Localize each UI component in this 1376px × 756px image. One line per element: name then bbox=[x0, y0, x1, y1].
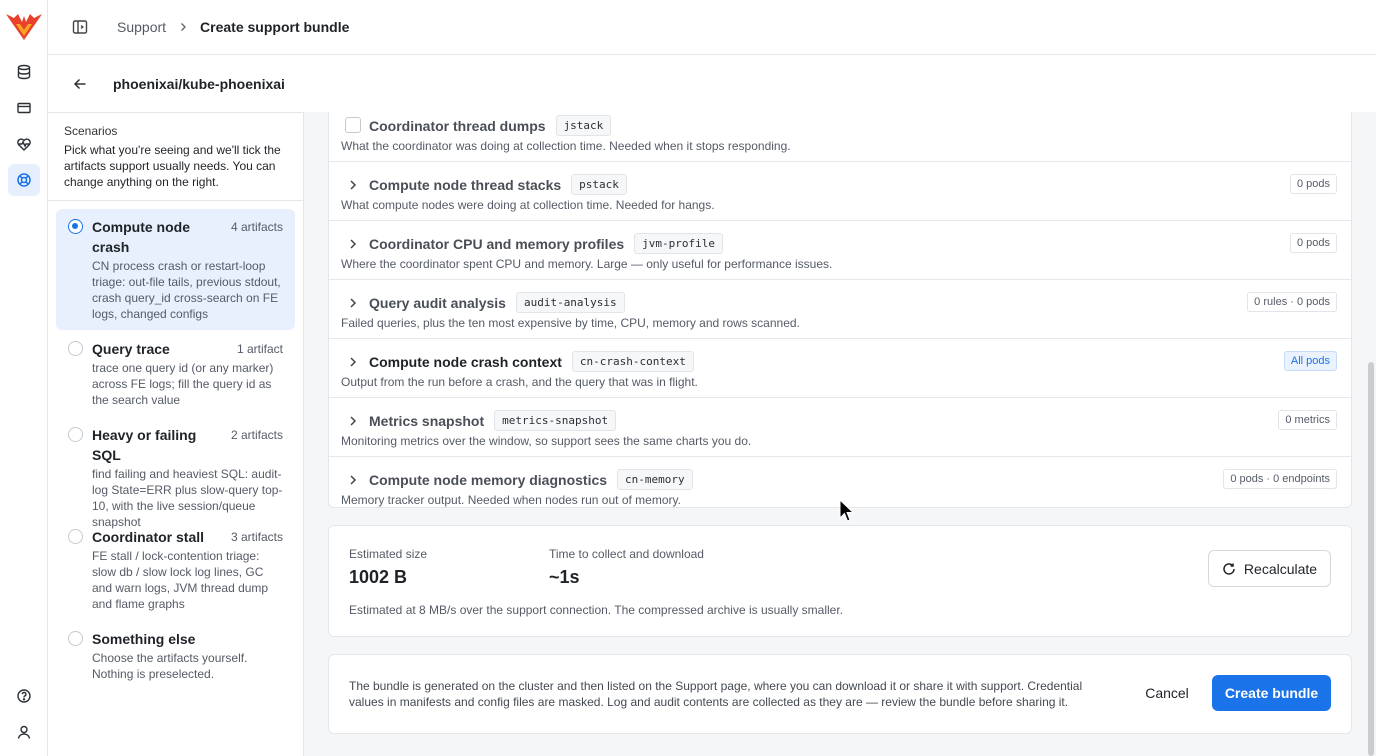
artifact-list bbox=[328, 112, 1352, 508]
time-label: Time to collect and download bbox=[549, 547, 704, 561]
scenario-name: Compute node crash bbox=[92, 219, 190, 255]
artifact-desc: Output from the run before a crash, and the query that was in flight. bbox=[341, 375, 698, 389]
main-scrollbar[interactable] bbox=[1366, 112, 1376, 756]
estimated-size-value: 1002 B bbox=[349, 567, 408, 587]
mouse-cursor-icon bbox=[839, 499, 855, 523]
artifact-row[interactable] bbox=[329, 112, 1352, 162]
artifact-badge: 0 pods bbox=[1290, 174, 1337, 194]
recalculate-button[interactable] bbox=[1208, 550, 1331, 587]
artifact-row[interactable] bbox=[329, 398, 1352, 457]
scenario-radio[interactable] bbox=[68, 219, 83, 234]
chevron-right-icon[interactable] bbox=[347, 296, 359, 308]
artifact-row[interactable] bbox=[329, 339, 1352, 398]
scenario-desc: Choose the artifacts yourself. Nothing is preselected. bbox=[92, 651, 248, 681]
scenario-coordinator-stall[interactable] bbox=[56, 519, 295, 620]
scenario-count: 4 artifacts bbox=[230, 220, 283, 234]
back-arrow-icon[interactable] bbox=[67, 71, 93, 97]
scenario-count: 3 artifacts bbox=[230, 530, 283, 544]
chevron-right-icon bbox=[178, 22, 188, 32]
artifact-code: jstack bbox=[556, 115, 612, 136]
sidebar-toggle-icon[interactable] bbox=[66, 13, 94, 41]
scenarios-heading: Scenarios bbox=[64, 124, 118, 138]
user-account-icon[interactable] bbox=[8, 716, 40, 748]
artifact-title: Coordinator CPU and memory profiles bbox=[369, 235, 625, 252]
footer-notice: The bundle is generated on the cluster and then listed on the Support page, where you can download it or share it with support. Credential values in manifests and config files are masked. Log and audit contents are collected as they are — review the bundle before sharing it. bbox=[349, 679, 1083, 709]
scenario-count: 1 artifact bbox=[236, 342, 283, 356]
scenario-count: 2 artifacts bbox=[230, 428, 283, 442]
footer-panel bbox=[328, 654, 1352, 734]
artifact-code: jvm-profile bbox=[634, 233, 723, 254]
artifact-badge: 0 rules · 0 pods bbox=[1247, 292, 1337, 312]
scenario-name: Something else bbox=[92, 631, 196, 647]
estimated-size-label: Estimated size bbox=[349, 547, 428, 561]
artifact-code: metrics-snapshot bbox=[494, 410, 616, 431]
top-bar bbox=[48, 0, 1376, 55]
chevron-right-icon[interactable] bbox=[347, 178, 359, 190]
artifact-code: cn-memory bbox=[617, 469, 693, 490]
scenario-radio[interactable] bbox=[68, 341, 83, 356]
artifact-content bbox=[304, 112, 1366, 756]
artifact-checkbox[interactable] bbox=[345, 117, 361, 133]
scenario-name: Coordinator stall bbox=[92, 529, 205, 545]
scenario-desc: CN process crash or restart-loop triage: out-file tails, previous stdout, crash query_id cross-search on FE logs, changed configs bbox=[92, 259, 281, 321]
artifact-badge: 0 pods · 0 endpoints bbox=[1223, 469, 1337, 489]
artifact-code: pstack bbox=[571, 174, 627, 195]
create-bundle-button[interactable]: Create bundle bbox=[1212, 675, 1331, 711]
scrollbar-thumb[interactable] bbox=[1368, 362, 1374, 756]
artifact-desc: Failed queries, plus the ten most expensive by time, CPU, memory and rows scanned. bbox=[341, 316, 800, 330]
chevron-right-icon[interactable] bbox=[347, 473, 359, 485]
artifact-row[interactable] bbox=[329, 280, 1352, 339]
scenario-radio[interactable] bbox=[68, 529, 83, 544]
help-icon[interactable] bbox=[8, 680, 40, 712]
chevron-right-icon[interactable] bbox=[347, 414, 359, 426]
artifact-title: Query audit analysis bbox=[369, 294, 506, 311]
scenario-radio[interactable] bbox=[68, 427, 83, 442]
estimate-panel bbox=[328, 525, 1352, 637]
recalculate-label: Recalculate bbox=[1243, 560, 1318, 577]
artifact-badge: 0 metrics bbox=[1278, 410, 1337, 430]
scenarios-panel bbox=[48, 112, 304, 756]
artifact-row[interactable] bbox=[329, 162, 1352, 221]
artifact-title: Metrics snapshot bbox=[369, 412, 485, 429]
artifact-title: Compute node crash context bbox=[369, 353, 562, 370]
refresh-icon bbox=[1222, 562, 1236, 576]
artifact-desc: Memory tracker output. Needed when nodes run out of memory. bbox=[341, 493, 681, 507]
scenario-desc: trace one query id (or any marker) across FE logs; fill the query id as the search value bbox=[92, 361, 274, 407]
scenario-name: Query trace bbox=[92, 341, 170, 357]
scenario-compute-node-crash[interactable] bbox=[56, 209, 295, 330]
database-icon[interactable] bbox=[8, 56, 40, 88]
artifact-title: Compute node memory diagnostics bbox=[369, 471, 608, 488]
billing-card-icon[interactable] bbox=[8, 92, 40, 124]
nav-rail bbox=[0, 0, 48, 756]
cluster-header bbox=[48, 56, 1376, 112]
estimate-note: Estimated at 8 MB/s over the support connection. The compressed archive is usually smaller. bbox=[349, 603, 844, 617]
artifact-desc: What the coordinator was doing at collection time. Needed when it stops responding. bbox=[341, 139, 791, 153]
artifact-badge: All pods bbox=[1284, 351, 1337, 371]
breadcrumb bbox=[117, 19, 349, 35]
artifact-desc: What compute nodes were doing at collection time. Needed for hangs. bbox=[341, 198, 715, 212]
scenario-desc: find failing and heaviest SQL: audit-log State=ERR plus slow-query top-10, with the live session/queue snapshot bbox=[92, 467, 283, 529]
time-value: ~1s bbox=[549, 567, 580, 587]
artifact-desc: Where the coordinator spent CPU and memory. Large — only useful for performance issues. bbox=[341, 257, 833, 271]
artifact-row[interactable] bbox=[329, 221, 1352, 280]
scenario-query-trace[interactable] bbox=[56, 331, 295, 416]
artifact-title: Compute node thread stacks bbox=[369, 176, 562, 193]
scenarios-intro bbox=[48, 113, 303, 201]
artifact-badge: 0 pods bbox=[1290, 233, 1337, 253]
scenario-name: Heavy or failing SQL bbox=[92, 427, 197, 463]
cluster-name: phoenixai/kube-phoenixai bbox=[113, 76, 285, 92]
artifact-title: Coordinator thread dumps bbox=[369, 117, 546, 134]
cancel-button[interactable]: Cancel bbox=[1133, 675, 1201, 711]
breadcrumb-current: Create support bundle bbox=[200, 19, 350, 35]
scenario-radio[interactable] bbox=[68, 631, 83, 646]
support-lifebuoy-icon[interactable] bbox=[8, 164, 40, 196]
scenarios-description: Pick what you're seeing and we'll tick the artifacts support usually needs. You can change anything on the right. bbox=[64, 143, 281, 189]
phoenix-logo-icon[interactable] bbox=[4, 10, 44, 44]
chevron-right-icon[interactable] bbox=[347, 355, 359, 367]
artifact-code: cn-crash-context bbox=[572, 351, 694, 372]
artifact-desc: Monitoring metrics over the window, so support sees the same charts you do. bbox=[341, 434, 752, 448]
chevron-right-icon[interactable] bbox=[347, 237, 359, 249]
scenario-something-else[interactable] bbox=[56, 621, 295, 690]
breadcrumb-support-link[interactable]: Support bbox=[117, 19, 167, 35]
scenario-desc: FE stall / lock-contention triage: slow db / slow lock log lines, GC and warn logs, JVM thread dump and flame graphs bbox=[92, 549, 269, 611]
artifact-code: audit-analysis bbox=[516, 292, 625, 313]
health-heartbeat-icon[interactable] bbox=[8, 128, 40, 160]
